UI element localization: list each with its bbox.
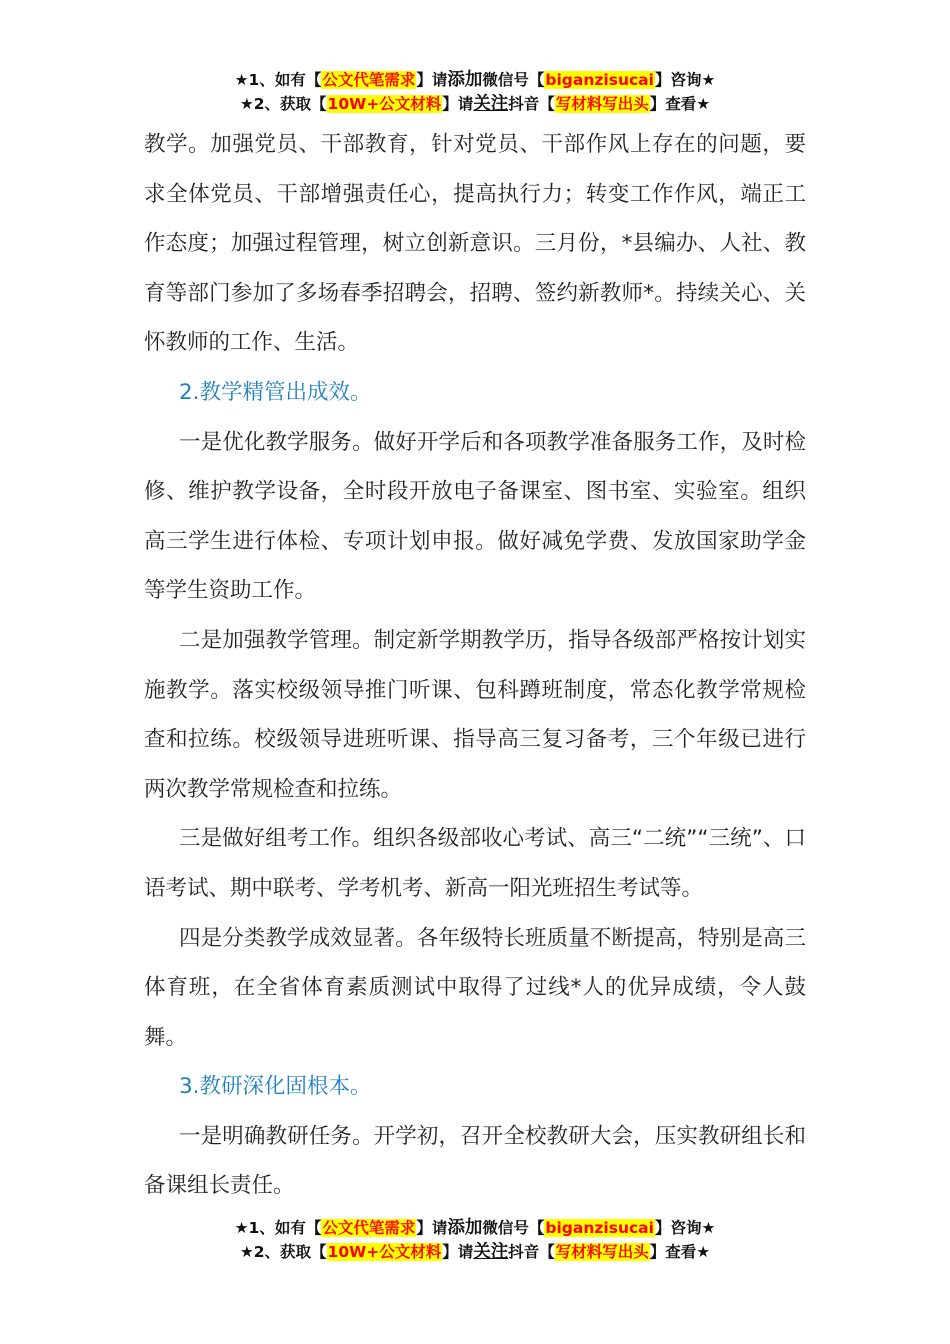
banner-text: 】查看★ — [649, 95, 711, 113]
banner-text: 微信号【 — [482, 71, 545, 89]
banner-text: 】查看★ — [649, 1243, 711, 1261]
header-banner — [0, 68, 950, 116]
paragraph: 教学。加强党员、干部教育，针对党员、干部作风上存在的问题，要求全体党员、干部增强责任心，提高执行力；转变工作作风，端正工作态度；加强过程管理，树立创新意识。三月份，*县编办、人社、教育等部门参加了多场春季招聘会，招聘、签约新教师*。持续关心、关怀教师的工作、生活。 — [144, 132, 806, 356]
section-heading: 3.教研深化固根本。 — [179, 1074, 372, 1100]
banner-emphasis: 添加 — [447, 1218, 483, 1238]
banner-text: 】请 — [416, 71, 448, 89]
paragraph: 四是分类教学成效显著。各年级特长班质量不断提高，特别是高三体育班，在全省体育素质测试中取得了过线*人的优异成绩，令人鼓舞。 — [144, 925, 806, 1050]
banner-text: 2、获取【 — [253, 1243, 327, 1261]
banner-highlight-wechat: biganzisucai — [545, 1219, 654, 1237]
section-heading: 2.教学精管出成效。 — [179, 379, 372, 405]
banner-highlight-wechat: biganzisucai — [545, 71, 654, 89]
banner-highlight: 公文代笔需求 — [322, 71, 416, 89]
paragraph: 一是优化教学服务。做好开学后和各项教学准备服务工作，及时检修、维护教学设备，全时段开放电子备课室、图书室、实验室。组织高三学生进行体检、专项计划申报。做好减免学费、发放国家助学金等学生资助工作。 — [144, 429, 806, 604]
star-icon: ★ — [239, 95, 254, 113]
banner-text: 】咨询★ — [654, 1219, 716, 1237]
star-icon: ★ — [239, 1243, 254, 1261]
banner-emphasis: 添加 — [447, 70, 483, 90]
paragraph: 三是做好组考工作。组织各级部收心考试、高三“二统”“三统”、口语考试、期中联考、学考机考、新高一阳光班招生考试等。 — [144, 826, 806, 901]
banner-highlight-douyin: 写材料写出头 — [555, 1243, 649, 1261]
banner-emphasis: 关注 — [473, 94, 509, 114]
banner-line-2 — [0, 1240, 950, 1264]
banner-text: 1、如有【 — [248, 71, 322, 89]
banner-line-1 — [0, 1216, 950, 1240]
banner-highlight-douyin: 写材料写出头 — [555, 95, 649, 113]
star-icon: ★ — [234, 1219, 249, 1237]
banner-text: 】请 — [442, 95, 474, 113]
banner-text: 】请 — [442, 1243, 474, 1261]
paragraph: 二是加强教学管理。制定新学期教学历，指导各级部严格按计划实施教学。落实校级领导推门听课、包科蹲班制度，常态化教学常规检查和拉练。校级领导进班听课、指导高三复习备考，三个年级已进行两次教学常规检查和拉练。 — [144, 627, 806, 802]
banner-highlight: 10W+公文材料 — [327, 1243, 442, 1261]
banner-text: 】咨询★ — [654, 71, 716, 89]
star-icon: ★ — [234, 71, 249, 89]
banner-highlight: 公文代笔需求 — [322, 1219, 416, 1237]
banner-highlight: 10W+公文材料 — [327, 95, 442, 113]
banner-text: 2、获取【 — [253, 95, 327, 113]
document-body — [144, 120, 806, 1211]
banner-line-1 — [0, 68, 950, 92]
banner-text: 抖音【 — [508, 1243, 555, 1261]
banner-text: 抖音【 — [508, 95, 555, 113]
paragraph: 一是明确教研任务。开学初，召开全校教研大会，压实教研组长和备课组长责任。 — [144, 1123, 806, 1199]
banner-text: 】请 — [416, 1219, 448, 1237]
banner-text: 微信号【 — [482, 1219, 545, 1237]
banner-line-2 — [0, 92, 950, 116]
footer-banner — [0, 1216, 950, 1264]
banner-emphasis: 关注 — [473, 1242, 509, 1262]
banner-text: 1、如有【 — [248, 1219, 322, 1237]
